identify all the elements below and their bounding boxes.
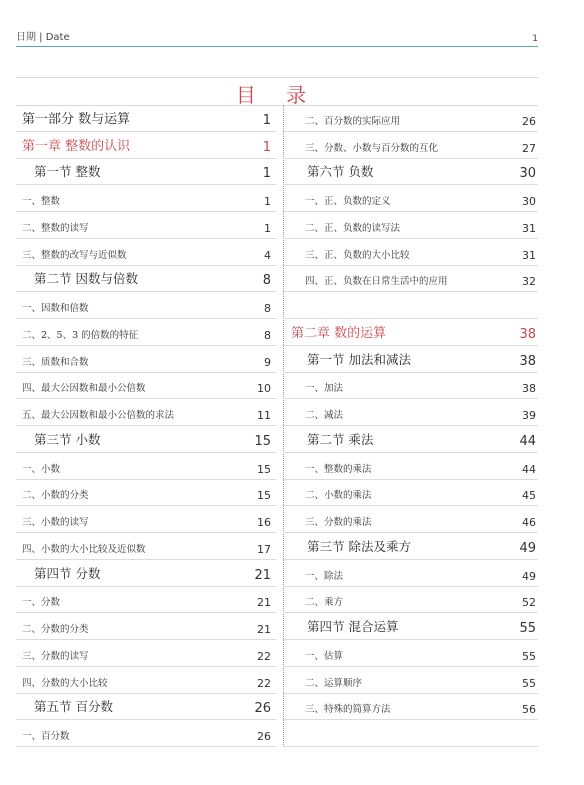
toc-entry-page: 55 [522,676,536,690]
toc-entry-item[interactable] [16,239,277,266]
toc-entry-item[interactable] [16,480,277,507]
toc-entry-page: 8 [264,328,271,342]
toc-entry-label: 二、分数的分类 [22,624,89,635]
toc-entry-label: 第六节 负数 [307,164,374,180]
toc-entry-item[interactable] [16,640,277,667]
toc-entry-label: 四、小数的大小比较及近似数 [22,543,146,555]
toc-entry-chapter[interactable] [16,132,277,159]
toc-entry-page: 1 [262,139,271,155]
toc-entry-item[interactable] [16,533,277,560]
toc-entry-item[interactable] [16,587,277,614]
toc-entry-item[interactable] [16,667,277,694]
toc-entry-page: 30 [522,195,536,208]
toc-entry-page: 15 [254,433,271,449]
toc-entry-item[interactable] [283,239,538,266]
toc-left-column [16,105,277,747]
toc-entry-label: 第二章 数的运算 [291,325,387,341]
toc-entry-page: 21 [257,623,271,636]
toc-entry-item[interactable] [283,212,538,239]
toc-entry-section[interactable] [283,613,538,640]
toc-entry-label: 一、因数和倍数 [22,303,89,314]
toc-entry-label: 第四节 混合运算 [307,619,399,634]
toc-entry-page: 10 [257,382,271,396]
toc-entry-item[interactable] [283,105,538,132]
toc-entry-item[interactable] [16,346,277,373]
toc-entry-item[interactable] [16,185,277,212]
toc-entry-page: 9 [264,355,271,369]
toc-entry-section[interactable] [16,266,277,293]
toc-entry-label: 第二节 因数与倍数 [34,271,138,287]
toc-entry-label: 二、百分数的实际应用 [305,115,401,127]
toc-entry-page: 52 [522,596,536,610]
toc-entry-item[interactable] [16,399,277,426]
toc-entry-label: 一、小数 [22,463,61,475]
toc-entry-label: 二、乘方 [305,597,344,609]
toc-entry-page: 15 [257,489,271,503]
toc-entry-page: 38 [522,382,536,396]
page-number: 1 [532,34,538,44]
toc-entry-item[interactable] [16,453,277,480]
toc-entry-item[interactable] [16,319,277,346]
toc-entry-page: 56 [522,703,536,717]
toc-entry-section[interactable] [16,426,277,453]
toc-entry-label: 第四节 分数 [34,565,101,581]
toc-entry-page: 55 [519,621,536,636]
toc-entry-label: 二、小数的分类 [22,490,89,502]
toc-entry-blank [283,292,538,319]
toc-entry-item[interactable] [283,587,538,614]
toc-entry-page: 44 [522,462,536,476]
toc-entry-section[interactable] [283,533,538,560]
toc-entry-page: 26 [257,730,271,743]
toc-entry-label: 三、分数的乘法 [305,517,372,528]
toc-entry-label: 一、整数的乘法 [305,463,372,475]
toc-entry-item[interactable] [16,506,277,533]
toc-entry-page: 32 [522,275,536,289]
toc-entry-label: 第三节 除法及乘方 [307,538,411,554]
toc-entry-label: 二、运算顺序 [305,677,363,689]
toc-entry-blank [283,720,538,747]
toc-entry-item[interactable] [283,667,538,694]
toc-entry-item[interactable] [283,132,538,159]
toc-entry-page: 27 [522,141,536,155]
toc-entry-page: 16 [257,516,271,529]
toc-entry-page: 1 [264,221,271,235]
toc-entry-label: 二、正、负数的读写法 [305,222,401,234]
toc-entry-page: 22 [257,676,271,690]
toc-entry-label: 一、加法 [305,383,344,395]
toc-entry-label: 第三节 小数 [34,431,101,447]
toc-entry-item[interactable] [16,613,277,640]
toc-entry-page: 49 [519,540,536,556]
toc-entry-label: 一、百分数 [22,731,70,742]
toc-entry-page: 45 [522,489,536,503]
toc-entry-label: 三、特殊的简算方法 [305,704,391,716]
toc-entry-item[interactable] [283,453,538,480]
page-title: 目 录 [235,83,319,107]
toc-entry-page: 38 [519,353,536,369]
toc-entry-part[interactable] [16,105,277,132]
toc-entry-item[interactable] [283,694,538,721]
toc-entry-page: 22 [257,649,271,663]
toc-entry-section[interactable] [283,426,538,453]
toc-entry-item[interactable] [283,373,538,400]
toc-entry-item[interactable] [16,373,277,400]
toc-entry-page: 17 [257,542,271,556]
toc-entry-label: 三、小数的读写 [22,517,89,528]
toc-entry-label: 一、估算 [305,650,344,662]
toc-entry-label: 四、正、负数在日常生活中的应用 [305,276,448,288]
toc-entry-page: 46 [522,516,536,529]
toc-entry-label: 五、最大公因数和最小公倍数的求法 [22,410,175,421]
toc-entry-page: 55 [522,649,536,663]
toc-entry-label: 三、分数的读写 [22,650,89,662]
toc-entry-label: 第一节 加法和减法 [307,351,411,367]
toc-entry-label: 二、小数的乘法 [305,490,372,502]
toc-entry-page: 44 [519,433,536,449]
toc-entry-page: 31 [522,248,536,262]
toc-entry-label: 三、正、负数的大小比较 [305,249,410,261]
toc-entry-item[interactable] [283,266,538,293]
toc-entry-item[interactable] [16,212,277,239]
toc-entry-chapter[interactable] [283,319,538,346]
toc-entry-label: 三、分数、小数与百分数的互化 [305,142,439,154]
toc-entry-label: 二、减法 [305,410,344,421]
toc-entry-section[interactable] [16,694,277,721]
toc-entry-page: 38 [519,326,536,342]
toc-entry-section[interactable] [283,159,538,186]
toc-entry-item[interactable] [283,560,538,587]
toc-entry-page: 15 [257,462,271,476]
toc-entry-section[interactable] [283,346,538,373]
toc-right-column [283,105,538,747]
toc-entry-label: 第一章 整数的认识 [22,138,131,154]
toc-entry-item[interactable] [283,399,538,426]
toc-entry-page: 30 [519,166,536,182]
toc-entry-item[interactable] [283,480,538,507]
toc-entry-item[interactable] [16,292,277,319]
toc-entry-section[interactable] [16,560,277,587]
toc-entry-label: 四、分数的大小比较 [22,677,108,689]
toc-entry-item[interactable] [16,720,277,747]
toc-entry-section[interactable] [16,159,277,186]
toc-entry-label: 三、整数的改写与近似数 [22,249,127,261]
toc-entry-page: 8 [262,273,271,289]
toc-entry-label: 第一部分 数与运算 [22,111,131,127]
toc-entry-label: 第一节 整数 [34,164,101,180]
toc-entry-page: 26 [254,701,271,717]
toc-entry-label: 二、2、5、3 的倍数的特征 [22,329,139,341]
toc-entry-item[interactable] [283,506,538,533]
toc-entry-item[interactable] [283,640,538,667]
toc-entry-item[interactable] [283,185,538,212]
toc-entry-page: 11 [257,409,271,422]
toc-entry-page: 4 [264,248,271,262]
toc-entry-page: 8 [264,302,271,315]
header-rule [16,46,538,47]
toc-entry-page: 26 [522,114,536,128]
toc-entry-page: 49 [522,569,536,583]
toc-entry-label: 一、正、负数的定义 [305,196,391,207]
date-label: 日期 | Date [16,32,70,43]
toc-entry-label: 四、最大公因数和最小公倍数 [22,383,146,395]
toc-entry-label: 三、质数和合数 [22,356,89,368]
toc-entry-page: 21 [257,596,271,610]
toc-entry-label: 二、整数的读写 [22,222,89,234]
toc-entry-page: 1 [262,112,271,128]
toc-entry-page: 1 [264,195,271,208]
toc-entry-label: 第二节 乘法 [307,431,374,447]
toc-entry-page: 31 [522,221,536,235]
toc-entry-label: 第五节 百分数 [34,699,113,715]
toc-entry-label: 一、整数 [22,196,61,207]
toc-entry-page: 1 [262,166,271,182]
toc-entry-label: 一、分数 [22,597,61,609]
toc-entry-page: 21 [254,567,271,583]
toc-entry-label: 一、除法 [305,570,344,582]
title-row [16,77,538,106]
toc-entry-page: 39 [522,409,536,422]
